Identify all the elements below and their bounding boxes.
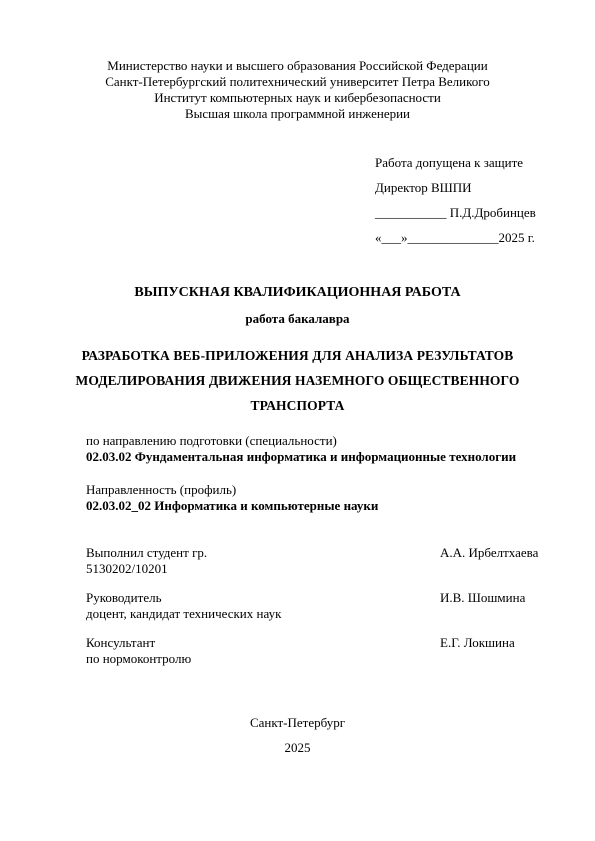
topic-line-3: ТРАНСПОРТА bbox=[250, 398, 345, 413]
topic-line-1: РАЗРАБОТКА ВЕБ-ПРИЛОЖЕНИЯ ДЛЯ АНАЛИЗА РЕЗУЛЬТАТОВ bbox=[81, 348, 514, 363]
student-label: Выполнил студент гр. bbox=[86, 545, 208, 560]
ministry-line: Министерство науки и высшего образования Российской Федерации bbox=[107, 58, 488, 73]
profile-value: 02.03.02_02 Информатика и компьютерные науки bbox=[86, 498, 379, 513]
approval-director: Директор ВШПИ bbox=[375, 180, 472, 195]
city: Санкт-Петербург bbox=[249, 715, 346, 730]
work-subtype: работа бакалавра bbox=[245, 311, 350, 326]
approval-signature: ___________ П.Д.Дробинцев bbox=[375, 205, 536, 220]
supervisor-label: Руководитель bbox=[86, 590, 162, 605]
direction-value: 02.03.02 Фундаментальная информатика и информационные технологии bbox=[86, 449, 517, 464]
student-name: А.А. Ирбелтхаева bbox=[440, 545, 539, 560]
supervisor-title: доцент, кандидат технических наук bbox=[86, 606, 282, 621]
work-type: ВЫПУСКНАЯ КВАЛИФИКАЦИОННАЯ РАБОТА bbox=[134, 285, 461, 300]
consultant-label: Консультант bbox=[86, 635, 156, 650]
institute-line: Институт компьютерных наук и кибербезопасности bbox=[154, 90, 441, 105]
approval-label: Работа допущена к защите bbox=[375, 155, 524, 170]
university-line: Санкт-Петербургский политехнический университет Петра Великого bbox=[105, 74, 490, 89]
consultant-role: по нормоконтролю bbox=[86, 651, 192, 666]
approval-date: «___»______________2025 г. bbox=[375, 230, 535, 245]
profile-label: Направленность (профиль) bbox=[86, 482, 237, 497]
school-line: Высшая школа программной инженерии bbox=[185, 106, 410, 121]
supervisor-name: И.В. Шошмина bbox=[440, 590, 526, 605]
consultant-name: Е.Г. Локшина bbox=[440, 635, 515, 650]
student-group: 5130202/10201 bbox=[86, 561, 168, 576]
direction-label: по направлению подготовки (специальности) bbox=[86, 433, 337, 448]
topic-line-2: МОДЕЛИРОВАНИЯ ДВИЖЕНИЯ НАЗЕМНОГО ОБЩЕСТВЕННОГО bbox=[75, 373, 520, 388]
year: 2025 bbox=[284, 740, 311, 755]
